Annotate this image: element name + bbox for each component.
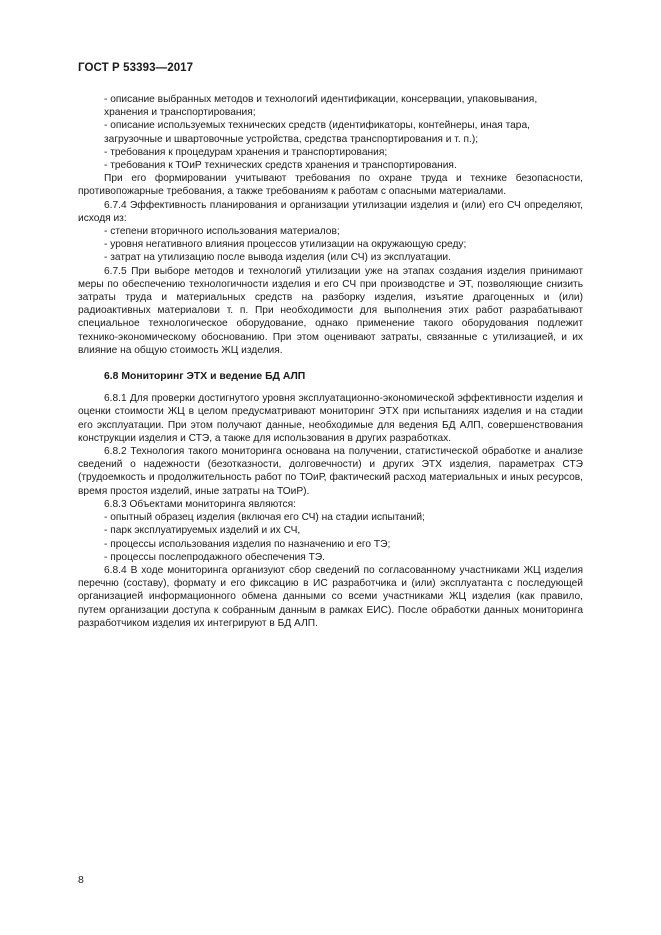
list-item: - требования к ТОиР технических средств хранения и транспортирования.	[104, 160, 457, 172]
list-item: - опытный образец изделия (включая его СЧ) на стадии испытаний;	[104, 512, 425, 524]
list-item: - описание используемых технических средств (идентификаторы, контейнеры, иная тара, загрузочные и швартовочные устройства, средства транспортирования и т. п.);	[104, 120, 530, 145]
list-item: - степени вторичного использования материалов;	[104, 226, 340, 238]
paragraph-6-8-3: 6.8.3 Объектами мониторинга являются:	[104, 498, 296, 510]
paragraph-6-8-4: 6.8.4 В ходе мониторинга организуют сбор сведений по согласованному участниками ЖЦ изделия перечню (составу), формату и его фиксацию в ИС разработчика и (или) эксплуатанта с последующей организацией информационного обмена данными со всеми участниками ЖЦ изделия (как правило, путем организации доступа к собранным данным в рамках ЕИС). После обработки данных мониторинга разработчиком изделия их интегрируют в БД АЛП.	[78, 564, 583, 629]
page-number: 8	[78, 874, 84, 886]
list-item: - процессы использования изделия по назначению и его ТЭ;	[104, 538, 391, 550]
list-item: - затрат на утилизацию после вывода изделия (или СЧ) из эксплуатации.	[104, 252, 451, 264]
list-item: - процессы послепродажного обеспечения ТЭ.	[104, 551, 326, 563]
paragraph-6-8-2: 6.8.2 Технология такого мониторинга основана на получении, статистической обработке и анализе сведений о надежности (безотказности, долговечности) и других ЭТХ изделия, параметрах СТЭ (трудоемкость и продолжительность работ по ТОиР, фактический расход материальных и иных ресурсов, время простоя изделий, иные затраты на ТОиР).	[78, 446, 583, 497]
paragraph-6-7-5: 6.7.5 При выборе методов и технологий утилизации уже на этапах создания изделия принимают меры по обеспечению технологичности изделия и его СЧ при производстве и ЭТ, позволяющие снизить затраты труда и материальных средств на разборку изделия, изъятие драгоценных и (или) радиоактивных материалови т. п. При необходимости для выполнения этих работ разрабатывают специальное технологическое оборудование, однако применение такого оборудования подлежит технико-экономическому обоснованию. При этом оценивают затраты, связанные с утилизацией, и их влияние на общую стоимость ЖЦ изделия.	[78, 265, 583, 356]
paragraph: При его формировании учитывают требования по охране труда и технике безопасности, противопожарные требования, а также требованиям к работам с опасными материалами.	[78, 173, 583, 198]
section-heading: 6.8 Мониторинг ЭТХ и ведение БД АЛП	[104, 371, 306, 383]
list-item: - требования к процедурам хранения и транспортирования;	[104, 146, 388, 158]
document-header: ГОСТ Р 53393—2017	[78, 62, 194, 74]
paragraph-6-8-1: 6.8.1 Для проверки достигнутого уровня эксплуатационно-экономической эффективности изделия и оценки стоимости ЖЦ в целом предусматривают мониторинг ЭТХ при испытаниях изделия и на стадии его эксплуатации. При этом получают данные, необходимые для ведения БД АЛП, совершенствования конструкции изделия и СТЭ, а также для использования в других разработках.	[78, 393, 583, 444]
list-item: - уровня негативного влияния процессов утилизации на окружающую среду;	[104, 239, 467, 251]
paragraph-6-7-4: 6.7.4 Эффективность планирования и организации утилизации изделия и (или) его СЧ определяют, исходя из:	[78, 199, 583, 224]
list-item: - описание выбранных методов и технологий идентификации, консервации, упаковывания, хранения и транспортирования;	[104, 94, 538, 119]
list-item: - парк эксплуатируемых изделий и их СЧ,	[104, 525, 301, 537]
document-body	[78, 93, 583, 630]
